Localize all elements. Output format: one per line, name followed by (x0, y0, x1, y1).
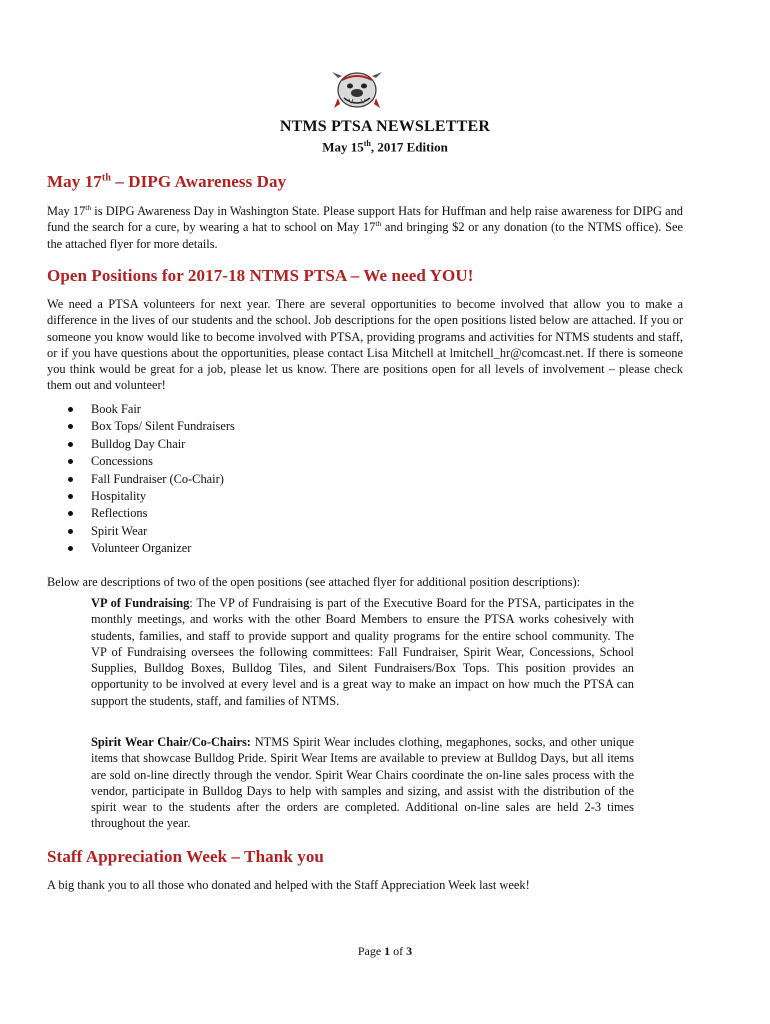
spirit-wear-description: Spirit Wear Chair/Co-Chairs: NTMS Spirit Wear includes clothing, megaphones, socks, and other unique items that showcase Bulldog Pride. Spirit Wear Items are available to preview at Bulldog Days, but all items are sold on-line directly through the vendor. Spirit Wear Chairs coordinate the on-line sales process with the vendor, participate in Bulldog Days to help with samples and sizing, and assist with the distribution of the spirit wear to the students after the orders are completed. Additional on-line sales are held 2-3 times throughout the year. (91, 735, 634, 831)
list-item: Fall Fundraiser (Co-Chair) (47, 471, 235, 488)
edition-date: May 15th, 2017 Edition (322, 139, 448, 155)
list-item: Concessions (47, 453, 235, 470)
vp-fundraising-description: VP of Fundraising: The VP of Fundraising is part of the Executive Board for the PTSA, participates in the monthly meetings, and works with the other Board Members to ensure the PTSA works cohesively with students, families, and staff to provide support and quality programs for the entire school community. The VP of Fundraising oversees the following committees: Fall Fundraiser, Spirit Wear, Concessions, School Supplies, Bulldog Boxes, Bulldog Tiles, and Silent Fundraisers/Box Tops. This position provides an opportunity to be involved at every level and is a great way to make an impact on how much the PTSA can support the students, staff, and families of NTMS. (91, 596, 634, 708)
bullet-icon (68, 546, 73, 551)
dipg-paragraph: May 17th is DIPG Awareness Day in Washington State. Please support Hats for Huffman and help raise awareness for DIPG and fund the search for a cure, by wearing a hat to school on May 17th and bringing $2 or any donation (to the NTMS office). See the attached flyer for more details. (47, 202, 683, 251)
bullet-icon (68, 459, 73, 464)
list-item: Spirit Wear (47, 523, 235, 540)
positions-list (47, 401, 235, 558)
staff-appreciation-text: A big thank you to all those who donated and helped with the Staff Appreciation Week last week! (47, 878, 530, 892)
staff-appreciation-heading: Staff Appreciation Week – Thank you (47, 847, 324, 866)
bullet-icon (68, 511, 73, 516)
open-positions-heading: Open Positions for 2017-18 NTMS PTSA – We need YOU! (47, 266, 474, 285)
bullet-icon (68, 442, 73, 447)
bulldog-logo-icon (324, 68, 390, 112)
list-item: Reflections (47, 505, 235, 522)
dipg-heading: May 17th – DIPG Awareness Day (47, 172, 287, 191)
open-positions-intro: We need a PTSA volunteers for next year. There are several opportunities to become involved that allow you to make a difference in the lives of our students and the school. Job descriptions for the open positions listed below are attached. If you or someone you know would like to become involved with PTSA, providing programs and activities for NTMS students and staff, or if you have questions about the opportunities, please contact Lisa Mitchell at lmitchell_hr@comcast.net. If there is someone you think would be great for a job, please let us know. There are positions open for all levels of involvement – please check them out and volunteer! (47, 297, 683, 393)
list-item: Box Tops/ Silent Fundraisers (47, 418, 235, 435)
bullet-icon (68, 494, 73, 499)
vp-fundraising-label: VP of Fundraising (91, 596, 190, 610)
page-footer: Page 1 of 3 (357, 944, 413, 958)
spirit-wear-label: Spirit Wear Chair/Co-Chairs: (91, 735, 251, 749)
list-item: Bulldog Day Chair (47, 436, 235, 453)
bullet-icon (68, 407, 73, 412)
descriptions-intro: Below are descriptions of two of the open positions (see attached flyer for additional position descriptions): (47, 575, 581, 589)
bullet-icon (68, 424, 73, 429)
list-item: Hospitality (47, 488, 235, 505)
bullet-icon (68, 477, 73, 482)
newsletter-title: NTMS PTSA NEWSLETTER (279, 118, 491, 135)
bullet-icon (68, 529, 73, 534)
list-item: Book Fair (47, 401, 235, 418)
list-item: Volunteer Organizer (47, 540, 235, 557)
